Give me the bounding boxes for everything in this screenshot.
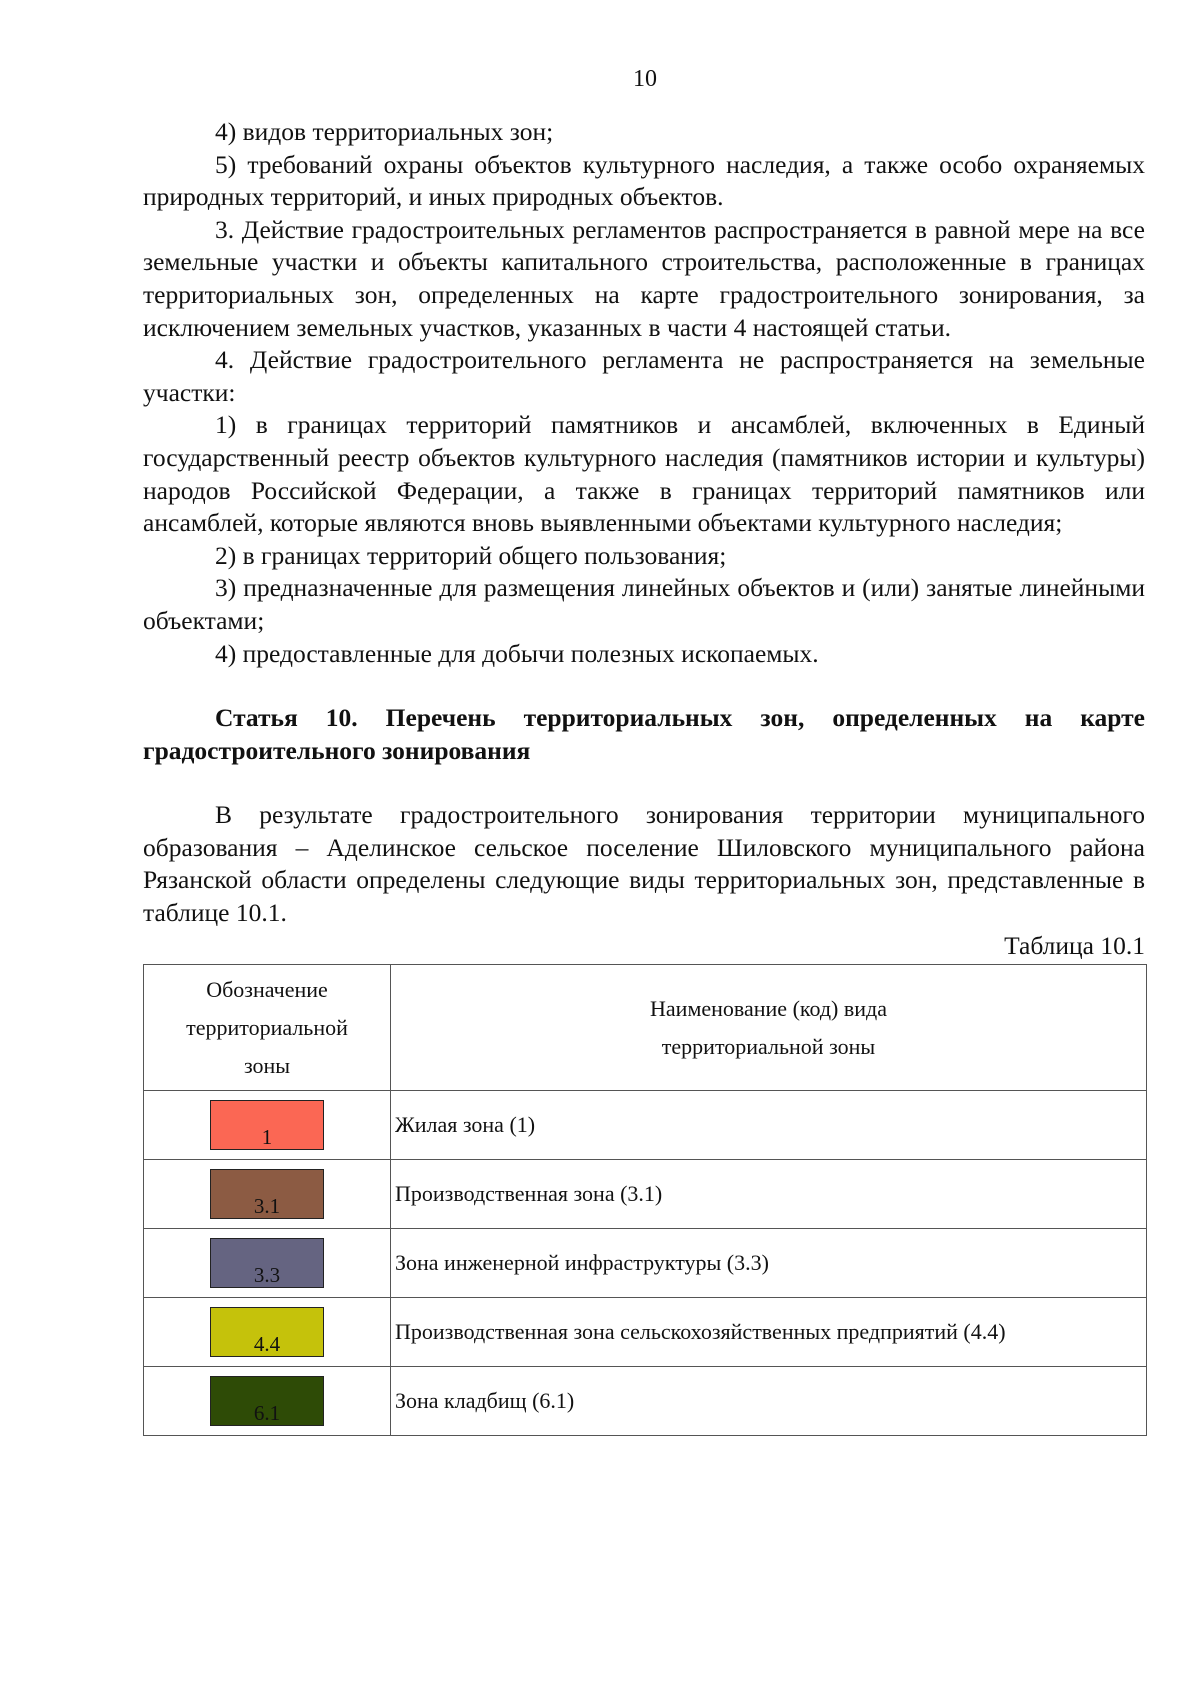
table-caption: Таблица 10.1 — [1004, 930, 1145, 960]
list-item-public-territories: 2) в границах территорий общего пользования; — [215, 540, 727, 570]
zone-name: Производственная зона сельскохозяйственных предприятий (4.4) — [391, 1298, 1147, 1367]
zones-table — [143, 964, 1147, 1436]
zone-name: Зона инженерной инфраструктуры (3.3) — [391, 1229, 1147, 1298]
document-body — [143, 116, 1145, 1436]
zone-swatch-1: 1 — [210, 1100, 324, 1150]
page-number: 10 — [633, 66, 657, 92]
table-row — [144, 1091, 1147, 1160]
table-row — [144, 1298, 1147, 1367]
header-name-text: Наименование (код) вида территориальной зоны — [650, 995, 887, 1059]
list-item-heritage-requirements: 5) требований охраны объектов культурного наследия, а также особо охраняемых природных территорий, и иных природных объектов. — [143, 149, 1145, 212]
paragraph-regulations-exceptions: 4. Действие градостроительного регламента не распространяется на земельные участки: — [143, 345, 1145, 407]
zone-swatch-6-1: 6.1 — [210, 1376, 324, 1426]
zone-swatch-3-1: 3.1 — [210, 1169, 324, 1219]
zone-name: Жилая зона (1) — [391, 1091, 1147, 1160]
header-code — [144, 965, 391, 1091]
list-item-heritage-territories: 1) в границах территорий памятников и ансамблей, включенных в Единый государственный реестр объектов культурного наследия (памятников истории и культуры) народов Российской Федерации, а также в границах территорий памятников или ансамблей, которые являются вновь выявленными объектами культурного наследия; — [143, 410, 1145, 538]
intro-paragraph: В результате градостроительного зонирования территории муниципального образования – Аделинское сельское поселение Шиловского муниципального района Рязанской области определены следующие виды территориальных зон, представленные в таблице 10.1. — [143, 800, 1145, 928]
zone-name: Производственная зона (3.1) — [391, 1160, 1147, 1229]
article-heading: Статья 10. Перечень территориальных зон, определенных на карте градостроительного зонирования — [143, 703, 1145, 765]
list-item-linear-objects: 3) предназначенные для размещения линейных объектов и (или) занятые линейными объектами; — [143, 573, 1145, 635]
header-name — [391, 965, 1147, 1091]
table-header-row — [144, 965, 1147, 1091]
header-code-text: Обозначение территориальной зоны — [186, 976, 348, 1078]
list-item-mineral-extraction: 4) предоставленные для добычи полезных ископаемых. — [215, 638, 819, 668]
zone-name: Зона кладбищ (6.1) — [391, 1367, 1147, 1436]
zone-swatch-4-4: 4.4 — [210, 1307, 324, 1357]
table-row — [144, 1229, 1147, 1298]
paragraph-regulations-scope: 3. Действие градостроительных регламентов распространяется в равной мере на все земельные участки и объекты капитального строительства, расположенные в границах территориальных зон, определенных на карте градостроительного зонирования, за исключением земельных участков, указанных в части 4 настоящей статьи. — [143, 214, 1145, 342]
table-row — [144, 1160, 1147, 1229]
list-item-zone-types: 4) видов территориальных зон; — [215, 117, 554, 146]
zone-swatch-3-3: 3.3 — [210, 1238, 324, 1288]
table-row — [144, 1367, 1147, 1436]
